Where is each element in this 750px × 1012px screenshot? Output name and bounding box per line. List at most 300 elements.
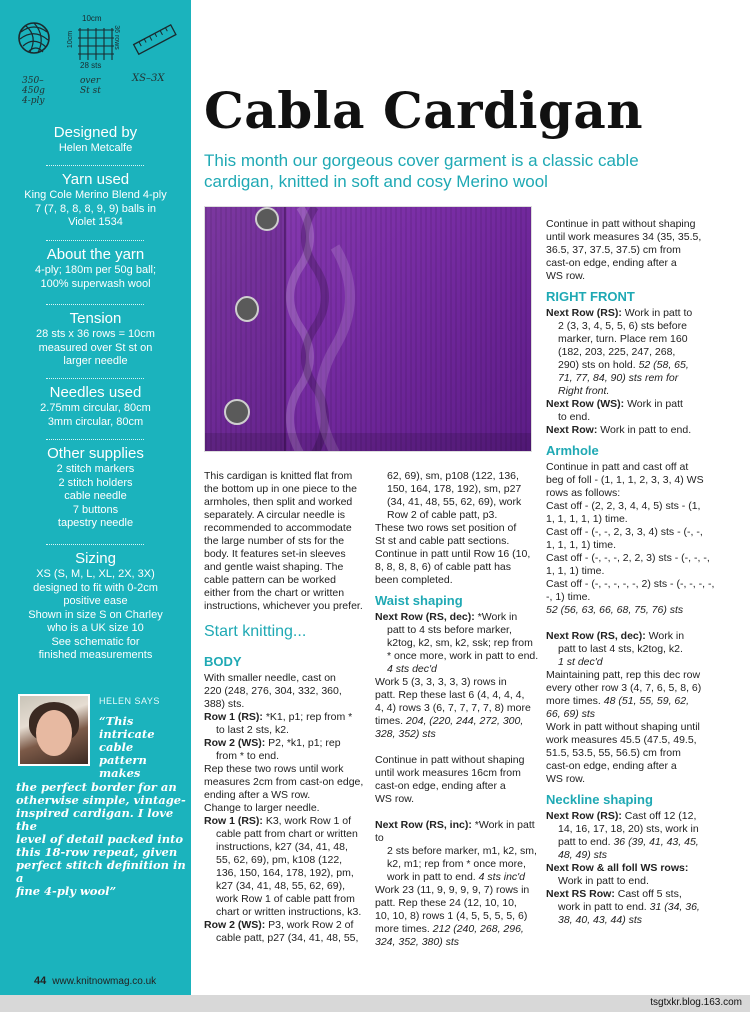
line-text: St st and cable patt sections. [375,535,510,547]
line-text: work Row 1 of cable patt from [216,893,355,905]
gauge-width-label: 10cm [82,14,102,23]
quote-line: level of detail packed into [16,832,184,846]
pattern-row [546,398,741,411]
sidebar-line: positive ease [63,595,128,607]
line-text: 2 sts before marker, m1, k2, sm, [387,845,537,857]
pattern-line [546,359,741,372]
row-text: *K1, p1; rep from * [262,711,353,723]
pattern-line [546,565,741,578]
pattern-line [375,470,541,483]
pattern-row [375,819,541,845]
line-text: 4, 4) rows 3 (6, 7, 7, 7, 7, 8) more [375,702,531,714]
intro-line: cable pattern can be worked [204,574,336,586]
row-label: Next Row (RS, dec): [375,611,475,623]
sidebar-divider [46,378,144,379]
line-text: 1, 1, 1, 1, 1) time. [546,513,628,525]
pattern-line [546,901,741,914]
pattern-line [375,793,541,806]
sidebar-heading: Designed by [53,124,138,141]
pattern-line [546,760,741,773]
row-text: *Work in [474,611,518,623]
line-text: times. [375,715,406,727]
cardigan-photo [204,206,532,452]
intro-line: body. It features set-in sleeves [204,548,346,560]
pattern-row [546,862,741,875]
quote-line: fine 4-ply wool” [16,884,117,898]
intro-line: This cardigan is knitted flat from [204,470,353,482]
pattern-line [546,875,741,888]
intro-line: either from the chart or written [204,587,345,599]
line-text: 136, 150, 164, 178, 192), pm, [216,867,354,879]
pattern-line [546,773,741,786]
line-text: Maintaining patt, rep this dec row [546,669,701,681]
row-text: Work in patt to [621,307,693,319]
pattern-line [375,689,541,702]
sidebar-line: who is a UK size 10 [47,622,144,634]
line-text: from * to end. [216,750,280,762]
pattern-line [546,734,741,747]
line-text: * once more, work in patt to end. [387,650,539,662]
line-text: These two rows set position of [375,522,517,534]
row-text: Work in [645,630,685,642]
quote-text-long [16,781,191,898]
sidebar-line: King Cole Merino Blend 4-ply [24,189,167,201]
stitch-count [546,708,741,721]
sidebar-line: finished measurements [38,649,153,661]
pattern-line [375,561,541,574]
stitch-count [375,936,541,949]
line-text: (182, 203, 225, 247, 268, [558,346,676,358]
stitch-count-text: 38, 40, 43, 44) sts [558,914,643,926]
line-text: Row 2 of cable patt, p3. [387,509,498,521]
quote-line: intricate [99,727,155,741]
row-text: Work in patt [624,398,683,410]
sidebar-heading: Yarn used [61,171,130,188]
pattern-line [375,845,541,858]
pattern-line [546,539,741,552]
quote-line: otherwise simple, vintage- [16,793,186,807]
line-text: k2, m1; rep from * once more, [387,858,526,870]
line-text: chart or written instructions, k3. [216,906,362,918]
line-text: WS row. [546,773,586,785]
line-text: instructions, k27 (34, 41, 48, [216,841,348,853]
pattern-line [546,244,741,257]
row-label: Row 2 (WS): [204,919,266,931]
pattern-row [546,888,741,901]
pattern-line [375,871,541,884]
pattern-line [375,650,541,663]
sidebar-divider [46,304,144,305]
line-text: Continue in patt without shaping [375,754,525,766]
quote-line: inspired cardigan. I love the [16,806,174,833]
bottom-bar [0,995,750,1012]
line-text: k27 (34, 41, 48, 55, 62, 69), [216,880,346,892]
row-label: Next Row & all foll WS rows: [546,862,689,874]
sidebar-line: 3mm circular, 80cm [47,415,144,428]
pattern-line [204,750,374,763]
line-text: Work 23 (11, 9, 9, 9, 9, 7) rows in [375,884,530,896]
sidebar-line: tapestry needle [57,517,134,529]
sidebar-section [0,550,191,663]
stitch-count [546,656,741,669]
quote-line: perfect stitch definition in a [16,858,186,885]
pattern-line [375,522,541,535]
pattern-line [204,880,374,893]
pattern-line [204,724,374,737]
line-text: Continue in patt and cast off at [546,461,689,473]
line-text: patt to 4 sts before marker, [387,624,512,636]
handwritten-yarn-amount: 350– 450g 4-ply [22,76,45,106]
info-icons [16,14,186,74]
line-text: Continue in patt without shaping [546,218,696,230]
section-heading: Neckline shaping [546,792,653,807]
pattern-row [204,815,374,828]
pattern-line [546,643,741,656]
sidebar-line: Violet 1534 [68,216,123,228]
line-text: 8, 8, 8, 8, 6) of cable patt has [375,561,512,573]
line-text: ending after a WS row. [204,789,311,801]
quote-label: HELEN SAYS [99,696,160,706]
section-heading: Waist shaping [375,593,463,608]
sidebar-section [0,445,191,531]
sidebar-line: larger needle [63,355,128,367]
line-text: Work in patt to end. [558,875,649,887]
line-text: more times. [375,923,433,935]
pattern-line [546,721,741,734]
row-label: Next Row (RS, inc): [375,819,472,831]
line-text: more times. [546,695,604,707]
line-text: patt to end. [558,836,614,848]
sidebar [0,0,191,995]
line-text: rows as follows: [546,487,621,499]
row-text: P3, work Row 2 of [265,919,354,931]
page-number: 44 [34,975,47,987]
line-text: With smaller needle, cast on [204,672,336,684]
quote-line: makes [99,766,141,780]
line-text: work measures 45.5 (47.5, 49.5, [546,734,697,746]
pattern-line [204,776,374,789]
stitch-count [546,914,741,927]
ruler-icon [132,20,178,60]
footer-url: www.knitnowmag.co.uk [52,976,157,987]
row-text: P2, *k1, p1; rep [265,737,341,749]
pattern-line [546,411,741,424]
pattern-line [546,218,741,231]
sidebar-line: measured over St st on [38,341,153,354]
pattern-line [546,474,741,487]
line-text: beg of foll - (1, 1, 1, 2, 3, 3, 4) WS [546,474,704,486]
pattern-line [204,867,374,880]
article-subtitle: This month our gorgeous cover garment is a classic cable cardigan, knitted in soft and cosy Merino wool [204,151,639,191]
handwritten-stitch-note: over St st [80,76,101,96]
page-footer [34,975,156,987]
stitch-count-text: 4 sts inc'd [478,871,525,883]
designer-photo [18,694,90,766]
stitch-count [546,849,741,862]
sidebar-section [0,171,191,230]
row-text: K3, work Row 1 of [262,815,352,827]
pattern-line [546,320,741,333]
stitch-count-text: 4 sts dec'd [387,663,437,675]
stitch-count-text: 31 (34, 36, [649,901,700,913]
sidebar-line: 7 buttons [72,503,119,516]
row-text: Work in patt to end. [597,424,692,436]
row-label: Next Row (RS, dec): [546,630,646,642]
intro-line: instructions, whichever you prefer. [204,600,363,612]
section-heading: Armhole [546,443,599,458]
article-title: Cabla Cardigan [204,81,644,140]
row-label: Next Row: [546,424,598,436]
pattern-line [375,858,541,871]
line-text: measures 2cm from cast-on edge, [204,776,364,788]
sidebar-line: cable needle [64,490,127,502]
sidebar-section [0,124,191,156]
pattern-line [375,923,541,936]
line-text: patt. Rep these last 6 (4, 4, 4, 4, [375,689,525,701]
stitch-count-text: 36 (39, 41, 43, 45, [613,836,699,848]
column-2 [375,470,541,949]
line-text: until work measures 16cm from [375,767,521,779]
sidebar-line: XS (S, M, L, XL, 2X, 3X) [36,568,155,580]
line-text: Cast off - (-, -, 2, 3, 3, 4) sts - (-, -, [546,526,703,538]
pattern-row [204,711,374,724]
line-text: to end. [558,411,591,423]
sidebar-line: 2 stitch holders [58,476,133,489]
pattern-line [204,763,374,776]
stitch-count [546,385,741,398]
line-text: marker, turn. Place rem 160 [558,333,688,345]
quote-line: cable [99,740,134,754]
sidebar-line: 2 stitch markers [56,463,135,475]
spacer [375,806,541,819]
stitch-count [546,604,741,617]
line-text: cast-on edge, ending after a [546,760,677,772]
spacer [375,741,541,754]
pattern-line [546,270,741,283]
pattern-line [204,698,374,711]
column-1 [204,654,374,945]
pattern-line [375,767,541,780]
sidebar-line: Helen Metcalfe [58,142,133,154]
intro-line: the bottom up in one piece to the [204,483,357,495]
stitch-count-text: 1 st dec'd [558,656,603,668]
quote-line: “This [99,714,134,728]
stitch-count-text: Right front. [558,385,610,397]
pattern-line [546,578,741,591]
gauge-rows-label: 36 rows [112,25,120,50]
pattern-line [204,685,374,698]
sidebar-section [0,384,191,429]
watermark: tsgtxkr.blog.163.com [650,997,742,1008]
intro-line: armholes, then split and worked [204,496,353,508]
quote-text-short [99,715,155,780]
sidebar-heading: Other supplies [47,445,144,462]
pattern-row [375,611,541,624]
line-text: cast-on edge, ending after a [546,257,677,269]
pattern-line [375,509,541,522]
stitch-count-text: 328, 352) sts [375,728,436,740]
sidebar-heading: Needles used [49,384,142,401]
pattern-line [546,346,741,359]
pattern-line [375,535,541,548]
stitch-count [375,663,541,676]
line-text: Continue in patt until Row 16 (10, [375,548,531,560]
line-text: -, 1) time. [546,591,591,603]
sidebar-line: Shown in size S on Charley [28,608,163,621]
line-text: patt to last 4 sts, k2tog, k2. [558,643,683,655]
line-text: 220 (248, 276, 304, 332, 360, [204,685,342,697]
pattern-line [204,906,374,919]
pattern-line [375,780,541,793]
line-text: 14, 16, 17, 18, 20) sts, work in [558,823,699,835]
pattern-line [375,574,541,587]
row-label: Next Row (RS): [546,810,622,822]
line-text: until work measures 34 (35, 35.5, [546,231,702,243]
pattern-line [546,669,741,682]
section-heading: RIGHT FRONT [546,289,635,304]
sidebar-heading: Tension [69,310,122,327]
sidebar-divider [46,240,144,241]
quote-line: the perfect border for an [16,780,177,794]
row-label: Row 2 (WS): [204,737,266,749]
pattern-line [546,461,741,474]
pattern-line [204,828,374,841]
sidebar-line: designed to fit with 0-2cm [33,581,158,594]
row-text: Cast off 12 (12, [621,810,697,822]
start-knitting-heading: Start knitting... [204,623,307,640]
pattern-line [204,672,374,685]
sidebar-divider [46,165,144,166]
line-text: 2 (3, 3, 4, 5, 5, 6) sts before [558,320,687,332]
line-text: WS row. [375,793,415,805]
spacer [546,617,741,630]
stitch-count-text: 71, 77, 84, 90) sts rem for [558,372,679,384]
line-text: Cast off - (-, -, -, 2, 2, 3) sts - (-, -, -, [546,552,710,564]
row-label: Row 1 (RS): [204,711,263,723]
line-text: 51.5, 53.5, 55, 56.5) cm from [546,747,681,759]
pattern-line [375,884,541,897]
pattern-line [204,893,374,906]
pattern-line [375,676,541,689]
pattern-line [375,754,541,767]
line-text: Rep these two rows until work [204,763,344,775]
line-text: every other row 3 (4, 7, 6, 5, 8, 6) [546,682,702,694]
row-label: Row 1 (RS): [204,815,263,827]
gauge-sts-label: 28 sts [80,61,102,70]
stitch-count-text: 204, (220, 244, 272, 300, [405,715,524,727]
pattern-line [204,802,374,815]
intro-line: separately. A circular needle is [204,509,346,521]
pattern-line [546,695,741,708]
stitch-count-text: 52 (56, 63, 66, 68, 75, 76) sts [546,604,684,616]
pattern-line [204,789,374,802]
row-label: Next Row (WS): [546,398,625,410]
section-heading: BODY [204,654,242,669]
sidebar-divider [46,439,144,440]
line-text: Change to larger needle. [204,802,320,814]
pattern-line [375,483,541,496]
garment-illustration [205,207,532,452]
pattern-row [546,630,741,643]
line-text: Cast off - (-, -, -, -, -, 2) sts - (-, -, -, -, [546,578,715,590]
row-label: Next Row (RS): [546,307,622,319]
intro-line: the large number of sts for the [204,535,345,547]
pattern-line [375,637,541,650]
pattern-line [546,823,741,836]
line-text: k2tog, k2, sm, k2, ssk; rep from [387,637,533,649]
stitch-count-text: 324, 352, 380) sts [375,936,460,948]
line-text: 36.5, 37, 37.5, 37.5) cm from [546,244,681,256]
pattern-line [375,496,541,509]
line-text: 150, 164, 178, 192), sm, p27 [387,483,522,495]
pattern-line [375,715,541,728]
line-text: cast-on edge, ending after a [375,780,506,792]
line-text: Work in patt without shaping until [546,721,700,733]
line-text: 55, 62, 69), pm, k108 (122, [216,854,343,866]
stitch-count-text: 212 (240, 268, 296, [432,923,524,935]
pattern-row [546,424,741,437]
row-text: Cast off 5 sts, [614,888,682,900]
pattern-line [375,897,541,910]
line-text: 388) sts. [204,698,245,710]
stitch-count-text: 48 (51, 55, 59, 62, [603,695,689,707]
stitch-count [546,372,741,385]
quote-line: this 18-row repeat, given [16,845,178,859]
gauge-height-label: 10cm [67,30,75,49]
sidebar-heading: About the yarn [46,246,145,263]
pattern-line [546,257,741,270]
intro-text [204,470,374,613]
sidebar-line: 2.75mm circular, 80cm [40,402,151,414]
line-text: patt. Rep these 24 (12, 10, 10, [375,897,517,909]
line-text: 290) sts on hold. [558,359,639,371]
stitch-count-text: 66, 69) sts [546,708,596,720]
stitch-count-text: 52 (58, 65, [638,359,689,371]
pattern-line [546,747,741,760]
sidebar-line: See schematic for [51,635,140,648]
pattern-line [546,552,741,565]
handwritten-size-range: XS–3X [132,73,165,84]
sidebar-line: 100% superwash wool [40,277,151,290]
pattern-row [204,737,374,750]
pattern-line [546,836,741,849]
line-text: been completed. [375,574,453,586]
pattern-line [375,702,541,715]
line-text: work in patt to end. [558,901,650,913]
line-text: cable patt from chart or written [216,828,358,840]
row-label: Next RS Row: [546,888,615,900]
pattern-row [546,307,741,320]
row-text: *Work in patt to [375,819,535,844]
pattern-row [204,919,374,932]
intro-line: recommended to accommodate [204,522,352,534]
line-text: 1, 1, 1) time. [546,565,605,577]
sidebar-section [0,310,191,369]
line-text: 62, 69), sm, p108 (122, 136, [387,470,519,482]
sidebar-line: 7 (7, 8, 8, 8, 9, 9) balls in [34,202,157,215]
pattern-line [546,591,741,604]
line-text: 1, 1, 1, 1) time. [546,539,617,551]
sidebar-section [0,246,191,291]
column-3 [546,218,741,927]
line-text: Cast off - (2, 2, 3, 4, 4, 5) sts - (1, [546,500,701,512]
pattern-line [204,854,374,867]
pattern-row [546,810,741,823]
line-text: WS row. [546,270,586,282]
sidebar-divider [46,544,144,545]
pattern-line [546,500,741,513]
pattern-line [546,333,741,346]
